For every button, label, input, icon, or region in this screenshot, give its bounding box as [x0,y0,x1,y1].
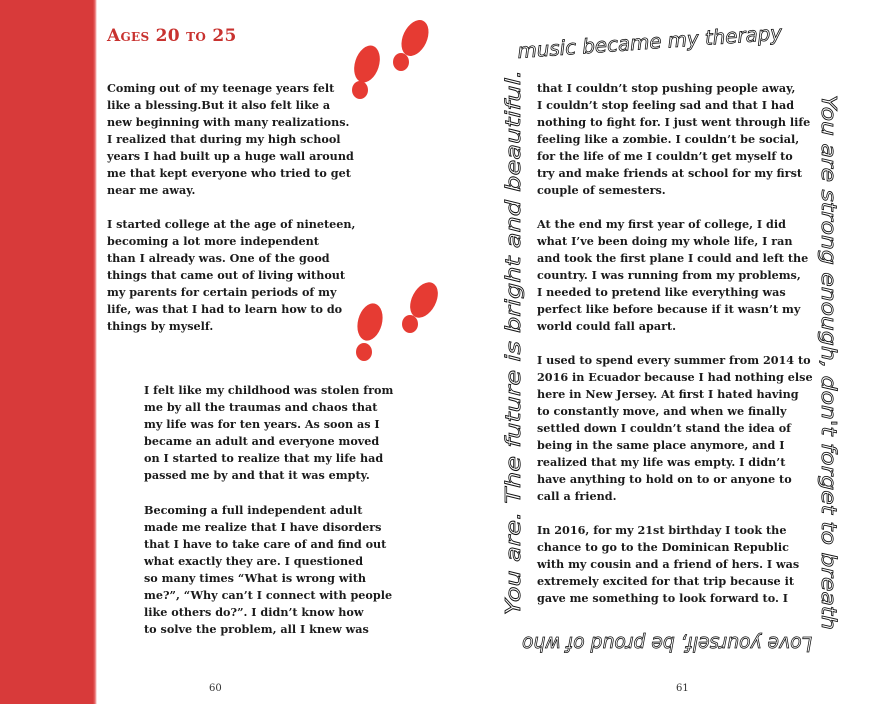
handwriting-top: music became my therapy [516,20,786,63]
right-paragraph-3: I used to spend every summer from 2014 to 2016 in Ecuador because I had nothing else here in New Jersey. At first I hated having to constantly move, and when we finally settled down I couldn’t stand the idea of being in the same place anymore, and I realized that my life was empty. I didn’t have anything to hold on to or anyone to call a friend. [537,353,813,503]
page-number-left: 60 [209,683,222,694]
right-page [440,0,880,704]
right-paragraph-1: that I couldn’t stop pushing people away, I couldn’t stop feeling sad and that I had nothing to fight for. I just went through life feeling like a zombie. I couldn’t be social, for the life of me I couldn’t get myself to try and make friends at school for my first couple of semesters. [537,81,811,197]
handwriting-left: You are. The future is bright and beautiful. [501,190,525,615]
left-page [95,0,440,704]
left-paragraph-4: Becoming a full independent adult made me realize that I have disorders that I have to take care of and find out what exactly they are. I questioned so many times “What is wrong with me?”, “Why can’t I connect with people like others do?”. I didn’t know how to solve the problem, all I knew was [144,503,393,636]
left-paragraph-3: I felt like my childhood was stolen from me by all the traumas and chaos that my life was for ten years. As soon as I became an adult and everyone moved on I started to realize that my life had passed me by and that it was empty. [144,383,394,482]
right-paragraph-4: In 2016, for my 21st birthday I took the chance to go to the Dominican Republic with my cousin and a friend of hers. I was extremely excited for that trip because it gave me something to look forward to. I [537,523,800,605]
red-margin-band [0,0,95,704]
footprints-icon [350,280,450,380]
chapter-heading: Ages 20 to 25 [107,26,237,46]
page-number-right: 61 [676,683,689,694]
handwriting-bottom: Love yourself, be proud of who [522,632,812,656]
left-paragraph-2: I started college at the age of nineteen, becoming a lot more independent than I already was. One of the good things that came out of living without my parents for certain periods of my life, was that I had to learn how to do things by myself. [107,217,356,333]
right-paragraph-2: At the end my first year of college, I did what I’ve been doing my whole life, I ran and took the first plane I could and left the country. I was running from my problems, I needed to pretend like everything was perfect like before because if it wasn’t my world could fall apart. [537,217,809,333]
handwriting-right: You are strong enough, don't forget to breath [817,95,841,551]
footprints-icon [343,12,443,112]
left-paragraph-1: Coming out of my teenage years felt like a blessing.But it also felt like a new beginning with many realizations. I realized that during my high school years I had built up a huge wall around me that kept everyone who tried to get near me away. [107,81,354,197]
